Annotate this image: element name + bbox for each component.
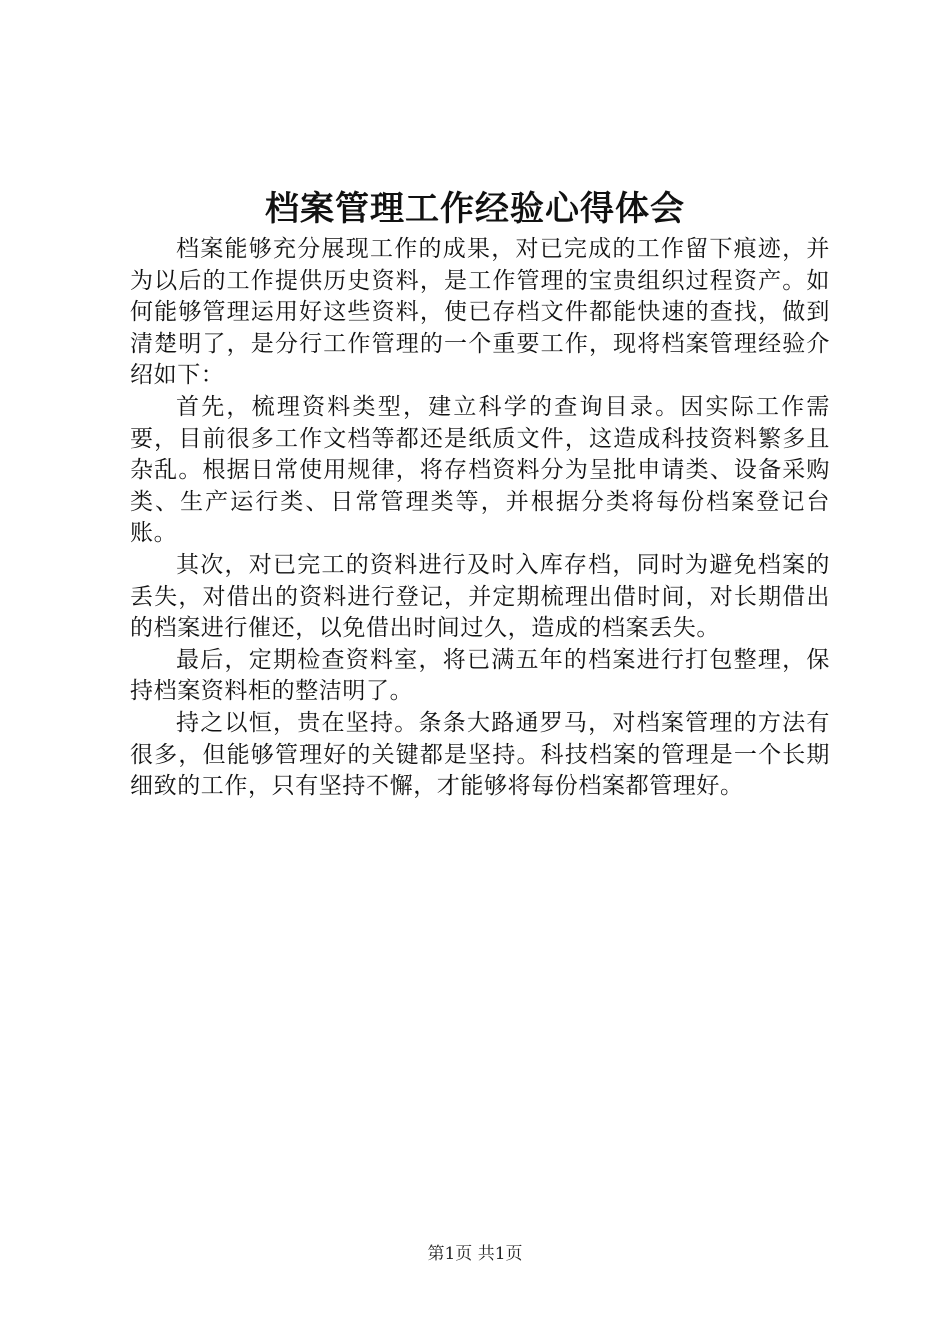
paragraph-conclusion: 持之以恒，贵在坚持。条条大路通罗马，对档案管理的方法有很多，但能够管理好的关键都是坚持。科技档案的管理是一个长期细致的工作，只有坚持不懈，才能够将每份档案都管理好。 bbox=[130, 709, 830, 800]
paragraph-first: 首先，梳理资料类型，建立科学的查询目录。因实际工作需要，目前很多工作文档等都还是纸质文件，这造成科技资料繁多且杂乱。根据日常使用规律，将存档资料分为呈批申请类、设备采购类、生产运行类、日常管理类等，并根据分类将每份档案登记台账。 bbox=[130, 393, 830, 547]
paragraph-intro: 档案能够充分展现工作的成果，对已完成的工作留下痕迹，并为以后的工作提供历史资料，是工作管理的宝贵组织过程资产。如何能够管理运用好这些资料，使已存档文件都能快速的查找，做到清楚明了，是分行工作管理的一个重要工作，现将档案管理经验介绍如下： bbox=[130, 236, 830, 389]
page-number-footer: 第1页 共1页 bbox=[427, 1244, 523, 1264]
paragraph-last: 最后，定期检查资料室，将已满五年的档案进行打包整理，保持档案资料柜的整洁明了。 bbox=[130, 646, 830, 705]
document-title: 档案管理工作经验心得体会 bbox=[265, 189, 685, 229]
paragraph-second: 其次，对已完工的资料进行及时入库存档，同时为避免档案的丢失，对借出的资料进行登记，并定期梳理出借时间，对长期借出的档案进行催还，以免借出时间过久，造成的档案丢失。 bbox=[130, 551, 830, 642]
document-body bbox=[130, 234, 830, 803]
